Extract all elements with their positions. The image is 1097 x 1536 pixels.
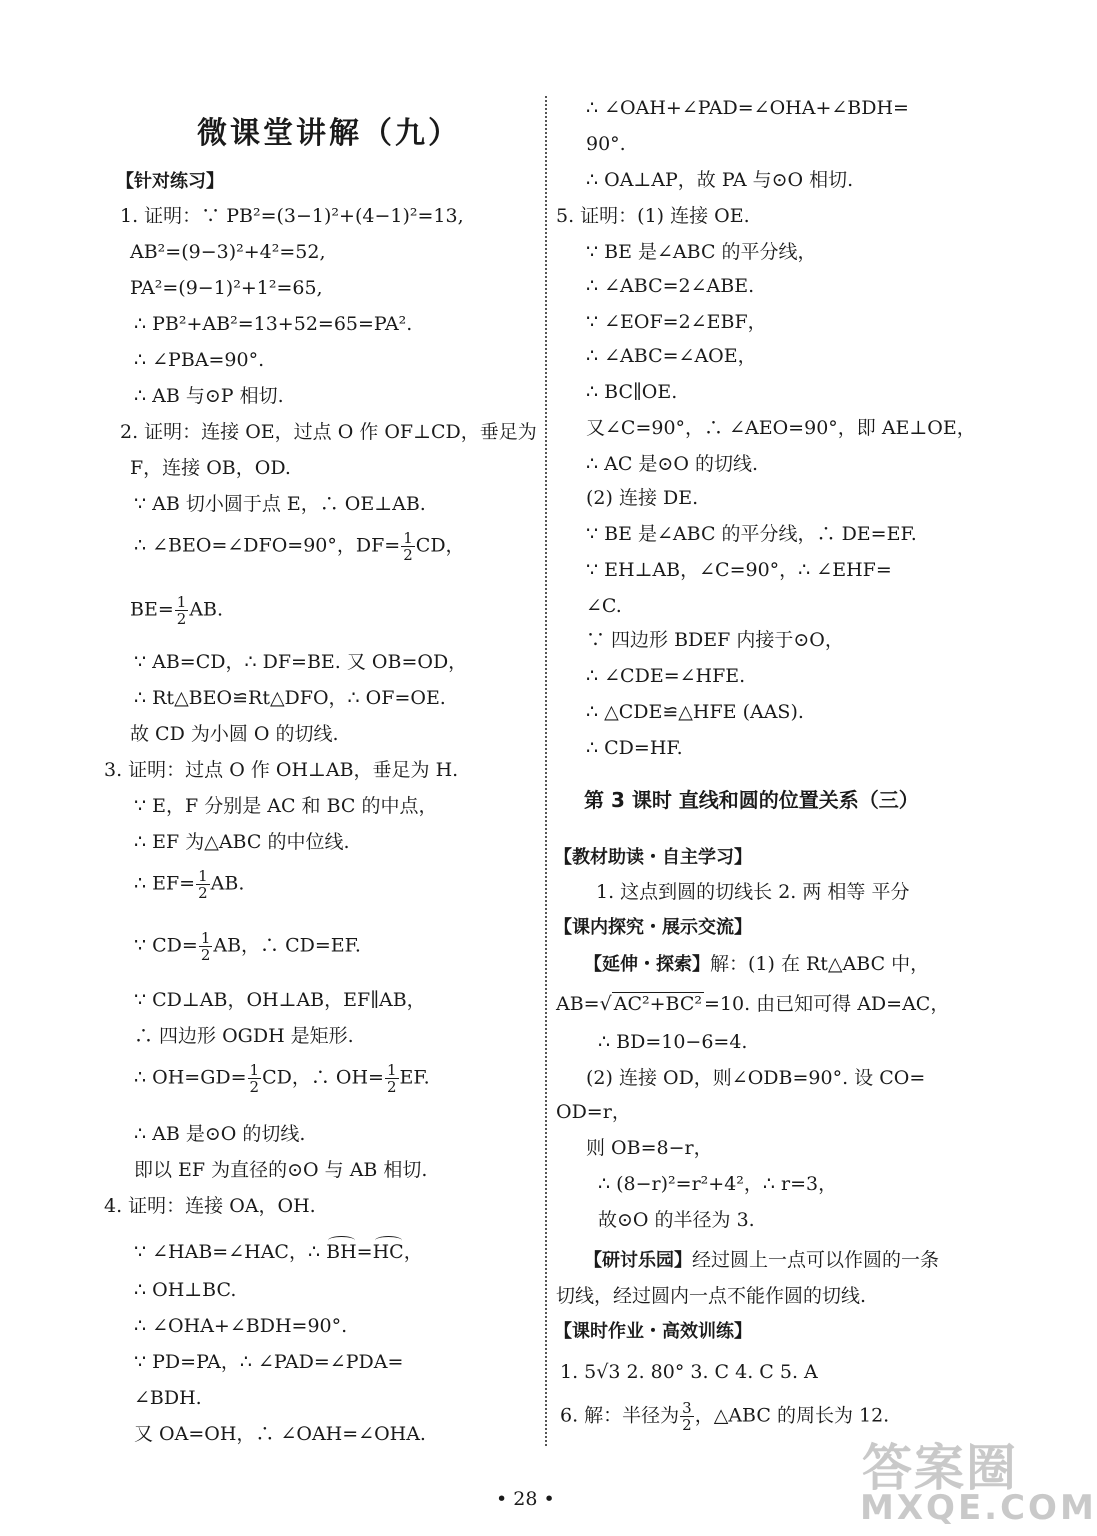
q2-line-1: 2. 证明：连接 OE，过点 O 作 OF⊥CD，垂足为 [120,421,537,443]
q2-line-8: 故 CD 为小圆 O 的切线. [130,723,339,745]
extension-tag: 【延伸・探索】 [584,954,710,975]
q1-line-5: ∴ ∠PBA=90°. [134,349,265,371]
explore-line-3: ∴ BD=10−6=4. [598,1031,748,1053]
q3-line-9: ∴ AB 是⊙O 的切线. [134,1123,306,1145]
q2-line-2: F，连接 OB，OD. [130,457,291,479]
q5-line-1: 5. 证明：(1) 连接 OE. [556,205,750,227]
q4-line-5: ∵ PD=PA，∴ ∠PAD=∠PDA= [134,1351,404,1373]
q5-line-7: 又∠C=90°，∴ ∠AEO=90°，即 AE⊥OE， [586,417,976,439]
q4-line-6: ∠BDH. [134,1387,202,1409]
numerator: 3 [682,1399,692,1417]
q5-line-5: ∴ ∠ABC=∠AOE， [586,345,757,367]
q3-line-8 [134,1062,430,1095]
denominator: 2 [200,946,211,964]
equals: = [356,1241,373,1263]
q4-line-4: ∴ ∠OHA+∠BDH=90°. [134,1315,348,1337]
explore-line-9-text: 经过圆上一点可以作圆的一条 [692,1249,940,1271]
page-number: • 28 • [496,1488,555,1510]
q3-line-8-text: ∴ OH=GD= [134,1066,247,1089]
fraction [680,1400,694,1433]
denominator: 2 [249,1078,260,1096]
q4-cont-line-1: ∴ ∠OAH+∠PAD=∠OHA+∠BDH= [586,97,909,119]
q3-line-5 [134,930,361,963]
q5-line-6: ∴ BC∥OE. [586,381,678,403]
fraction [199,930,213,963]
numerator: 1 [403,529,413,547]
q2-line-5-tail: AB. [189,598,224,621]
explore-line-2 [556,992,949,1016]
q4-line-2-tail: ， [403,1241,423,1263]
explore-line-10: 切线，经过圆内一点不能作圆的切线. [556,1285,867,1307]
column-divider [545,96,547,1446]
denominator: 2 [176,610,187,628]
fraction [175,594,189,627]
q5-line-16: ∴ CD=HF. [586,737,683,759]
q3-line-3: ∴ EF 为△ABC 的中位线. [134,831,350,853]
q3-line-7: ∴ 四边形 OGDH 是矩形. [134,1025,354,1047]
explore-line-1 [584,952,929,977]
q5-line-15: ∴ △CDE≌△HFE (AAS). [586,701,804,723]
homework-line-2-tail: ，△ABC 的周长为 12. [694,1404,890,1427]
q4-line-2 [134,1240,423,1264]
q3-line-4-tail: AB. [210,872,245,895]
q3-line-1: 3. 证明：过点 O 作 OH⊥AB，垂足为 H. [104,759,459,781]
q4-line-2-text: ∵ ∠HAB=∠HAC，∴ [134,1241,327,1263]
q5-line-3: ∴ ∠ABC=2∠ABE. [586,275,755,297]
sqrt-radicand: AC²+BC² [613,993,702,1015]
q5-line-8: ∴ AC 是⊙O 的切线. [586,453,759,475]
denominator: 2 [198,884,208,902]
explore-line-8: 故⊙O 的半径为 3. [598,1209,755,1231]
q4-cont-line-3: ∴ OA⊥AP，故 PA 与⊙O 相切. [586,169,854,191]
q3-line-8-mid: CD，∴ OH= [262,1066,384,1089]
q5-line-11: ∵ EH⊥AB，∠C=90°，∴ ∠EHF= [586,559,892,581]
arc-bh: BH [326,1241,357,1263]
reading-answers: 1. 这点到圆的切线长 2. 两 相等 平分 [596,881,910,903]
q2-line-6: ∵ AB=CD，∴ DF=BE. 又 OB=OD， [134,651,468,673]
q5-line-9: (2) 连接 DE. [586,487,699,509]
q3-line-5-tail: AB，∴ CD=EF. [213,934,361,957]
q1-line-6: ∴ AB 与⊙P 相切. [134,385,284,407]
q3-line-10: 即以 EF 为直径的⊙O 与 AB 相切. [134,1159,428,1181]
explore-line-7: ∴ (8−r)²=r²+4²，∴ r=3， [598,1173,838,1195]
explore-line-2-text: AB= [556,993,600,1015]
q2-line-7: ∴ Rt△BEO≌Rt△DFO，∴ OF=OE. [134,687,446,709]
section-heading-reading: 【教材助读・自主学习】 [554,847,752,868]
lesson-heading: 第 3 课时 直线和圆的位置关系（三） [584,788,919,812]
q1-line-2: AB²=(9−3)²+4²=52, [130,241,326,263]
numerator: 1 [200,929,211,947]
q1-line-4: ∴ PB²+AB²=13+52=65=PA². [134,313,413,335]
q2-line-4 [134,530,465,563]
explore-line-5: OD=r， [556,1101,631,1123]
q4-cont-line-2: 90°. [586,133,626,155]
homework-line-1: 1. 5√3 2. 80° 3. C 4. C 5. A [560,1361,818,1383]
section-heading-practice: 【针对练习】 [116,171,224,192]
q5-line-13: ∵ 四边形 BDEF 内接于⊙O， [586,629,844,651]
q4-line-3: ∴ OH⊥BC. [134,1279,237,1301]
q3-line-2: ∵ E，F 分别是 AC 和 BC 的中点， [134,795,438,817]
q4-line-7: 又 OA=OH，∴ ∠OAH=∠OHA. [134,1423,426,1445]
q5-line-14: ∴ ∠CDE=∠HFE. [586,665,746,687]
explore-line-4: (2) 连接 OD，则∠ODB=90°. 设 CO= [586,1067,926,1089]
fraction [196,868,210,901]
q2-line-5-text: BE= [130,598,174,621]
q4-line-1: 4. 证明：连接 OA，OH. [104,1195,316,1217]
numerator: 1 [176,593,187,611]
seminar-tag: 【研讨乐园】 [584,1250,692,1271]
numerator: 1 [198,867,208,885]
q5-line-10: ∵ BE 是∠ABC 的平分线，∴ DE=EF. [586,523,917,545]
homework-line-2 [560,1400,889,1433]
q3-line-6: ∵ CD⊥AB，OH⊥AB，EF∥AB， [134,989,426,1011]
homework-line-2-text: 6. 解：半径为 [560,1404,680,1427]
q3-line-8-tail: EF. [399,1066,430,1089]
q5-line-12: ∠C. [586,595,622,617]
watermark-text-bottom: MXQE.COM [860,1488,1097,1528]
q2-line-4-tail: CD， [415,534,465,557]
arc-hc: HC [372,1241,404,1263]
fraction [385,1062,399,1095]
q3-line-5-text: ∵ CD= [134,934,198,957]
explore-line-2-tail: =10. 由已知可得 AD=AC， [703,993,950,1015]
fraction [248,1062,262,1095]
q2-line-5 [130,594,223,627]
section-heading-explore: 【课内探究・展示交流】 [554,917,752,938]
explore-line-9 [584,1248,939,1273]
page-title: 微课堂讲解（九） [197,116,461,151]
fraction [401,530,415,563]
q5-line-2: ∵ BE 是∠ABC 的平分线， [586,241,817,263]
q2-line-4-text: ∴ ∠BEO=∠DFO=90°，DF= [134,534,401,557]
watermark-text-top: 答案圈 [862,1439,1018,1497]
q3-line-4 [134,868,244,901]
denominator: 2 [403,546,413,564]
watermark-logo [852,1428,1097,1532]
numerator: 1 [249,1061,260,1079]
q3-line-4-text: ∴ EF= [134,872,196,895]
q5-line-4: ∵ ∠EOF=2∠EBF， [586,311,767,333]
numerator: 1 [386,1061,397,1079]
section-heading-homework: 【课时作业・高效训练】 [554,1321,752,1342]
explore-line-6: 则 OB=8−r， [586,1137,713,1159]
explore-line-1-text: 解：(1) 在 Rt△ABC 中， [710,953,930,975]
denominator: 2 [386,1078,397,1096]
denominator: 2 [682,1416,692,1434]
q1-line-1: 1. 证明：∵ PB²=(3−1)²+(4−1)²=13, [120,205,464,227]
sqrt-sign-icon: √ [599,993,612,1015]
q1-line-3: PA²=(9−1)²+1²=65, [130,277,323,299]
q2-line-3: ∵ AB 切小圆于点 E，∴ OE⊥AB. [134,493,426,515]
